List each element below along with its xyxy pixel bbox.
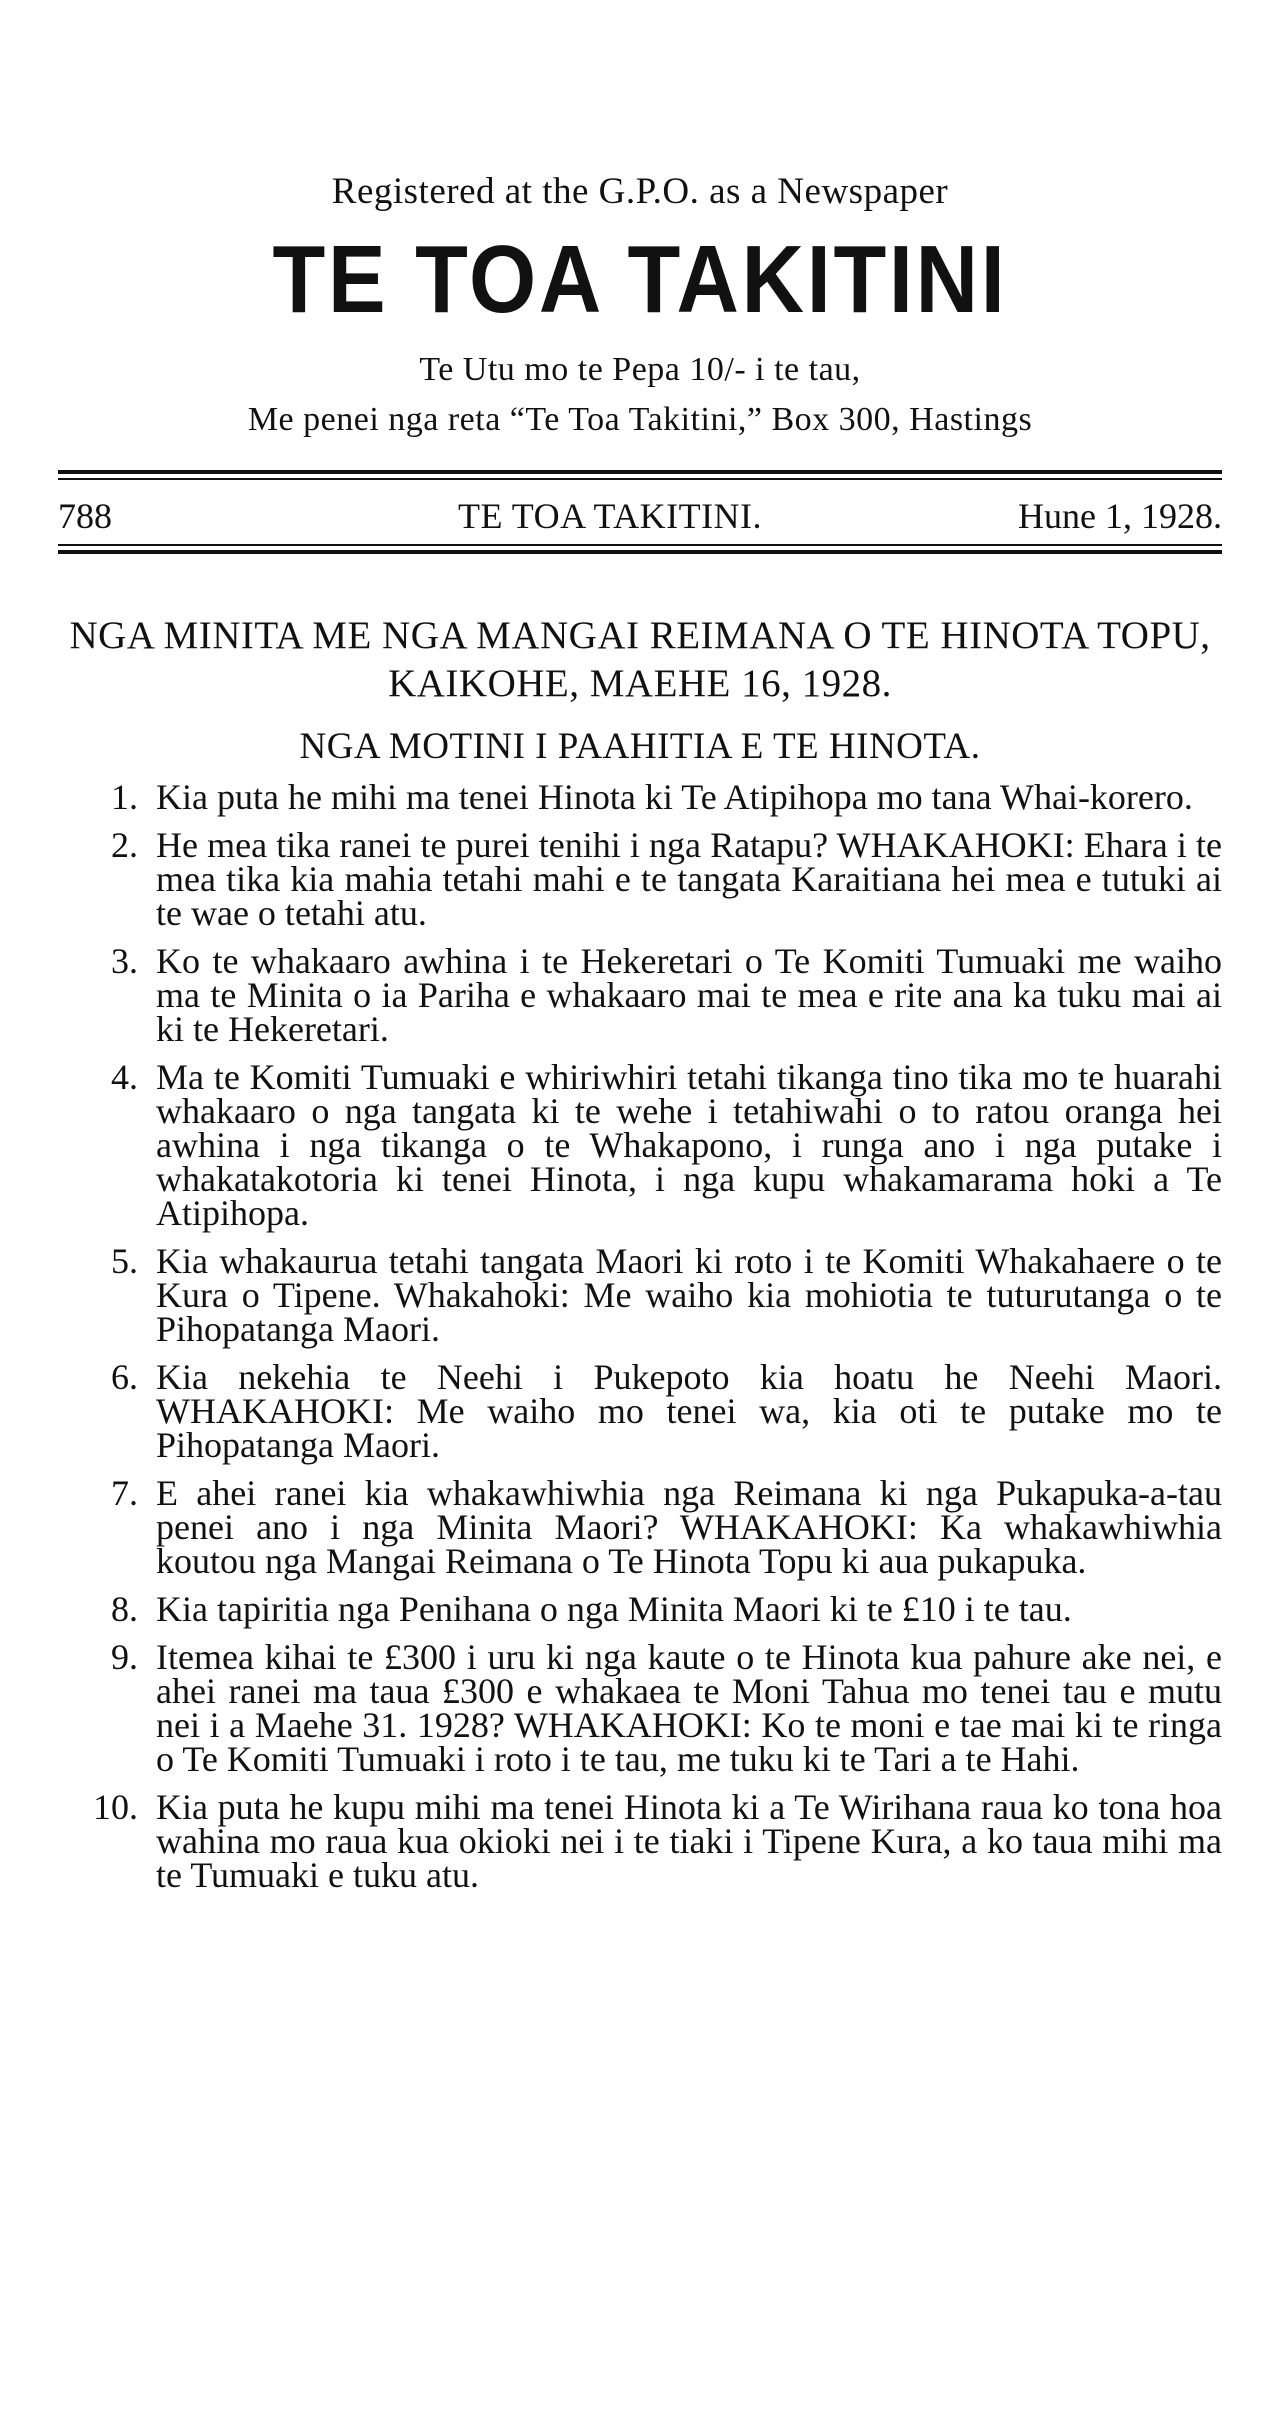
registration-notice: Registered at the G.P.O. as a Newspaper [331,171,949,212]
subscription-price: Te Utu mo te Pepa 10/- i te tau, [419,351,861,388]
article-subhead: NGA MOTINI I PAAHITIA E TE HINOTA. [299,726,981,767]
list-item [58,1787,1222,1895]
motion-text: E ahei ranei kia whakawhiwhia nga Reimana ki nga Pukapuka-a-tau penei ano i nga Minita Maori? WHAKAHOKI: Ka whakawhiwhia koutou nga Mangai Reimana o Te Hinota Topu ki aua pukapuka. [156,1473,1222,1581]
motion-number: 10. [93,1787,138,1827]
issue-date: Hune 1, 1928. [1018,496,1222,536]
motion-text: He mea tika ranei te purei tenihi i nga Ratapu? WHAKAHOKI: Ehara i te mea tika kia mahia tetahi mahi e te tangata Karaitiana hei mea e tutuki ai te wae o tetahi atu. [156,825,1222,933]
motion-number: 3. [111,941,138,981]
list-item [58,1637,1222,1779]
list-item [58,1589,1222,1629]
masthead-title: TE TOA TAKITINI [272,226,1008,333]
list-item [58,825,1222,933]
motion-text: Ko te whakaaro awhina i te Hekeretari o Te Komiti Tumuaki me waiho ma te Minita o ia Pariha e whakaaro mai te mea e rite ana ka tuku mai ai ki te Hekeretari. [156,941,1222,1049]
motion-text: Itemea kihai te £300 i uru ki nga kaute o te Hinota kua pahure ake nei, e ahei ranei ma taua £300 e whakaea te Moni Tahua mo tenei tau e mutu nei i a Maehe 31. 1928? WHAKAHOKI: Ko te moni e tae mai ki te ringa o Te Komiti Tumuaki i roto i te tau, me tuku ki te Tari a te Hahi. [156,1637,1222,1779]
motion-text: Kia tapiritia nga Penihana o nga Minita Maori ki te £10 i te tau. [156,1589,1072,1629]
motion-text: Ma te Komiti Tumuaki e whiriwhiri tetahi tikanga tino tika mo te huarahi whakaaro o nga tangata ki te wehe i tetahiwahi o to ratou oranga hei awhina i nga tikanga o te Whakapono, i runga ano i nga putake i whakatakotoria ki tenei Hinota, i nga kupu whakamarama hoki a Te Atipihopa. [156,1057,1222,1233]
motion-number: 4. [111,1057,138,1097]
list-item [58,777,1222,817]
newspaper-page [58,170,1222,1906]
folio-line [58,480,1222,544]
motion-number: 6. [111,1357,138,1397]
list-item [58,1473,1222,1581]
article-headline: NGA MINITA ME NGA MANGAI REIMANA O TE HINOTA TOPU, KAIKOHE, MAEHE 16, 1928. [69,614,1211,705]
list-item [58,1357,1222,1465]
rule-thin [58,544,1222,546]
motion-number: 1. [111,777,138,817]
list-item [58,941,1222,1049]
motion-number: 8. [111,1589,138,1629]
motion-list [58,777,1222,1895]
postal-address: Me penei nga reta “Te Toa Takitini,” Box 300, Hastings [247,401,1033,438]
motion-text: Kia puta he kupu mihi ma tenei Hinota ki a Te Wirihana raua ko tona hoa wahina mo raua kua okioki nei i te tiaki i Tipene Kura, a ko taua mihi ma te Tumuaki e tuku atu. [156,1787,1222,1895]
list-item [58,1241,1222,1349]
motion-text: Kia nekehia te Neehi i Pukepoto kia hoatu he Neehi Maori. WHAKAHOKI: Me waiho mo tenei wa, kia oti te putake mo te Pihopatanga Maori. [156,1357,1222,1465]
running-title: TE TOA TAKITINI. [457,496,763,536]
rule-thick [58,550,1222,554]
motion-text: Kia whakaurua tetahi tangata Maori ki roto i te Komiti Whakahaere o te Kura o Tipene. Whakahoki: Me waiho kia mohiotia te tuturutanga o te Pihopatanga Maori. [156,1241,1222,1349]
motion-number: 5. [111,1241,138,1281]
header-rule-top [58,470,1222,480]
page-number: 788 [58,496,112,536]
motion-number: 9. [111,1637,138,1677]
rule-thick [58,470,1222,474]
motion-text: Kia puta he mihi ma tenei Hinota ki Te Atipihopa mo tana Whai-korero. [156,777,1193,817]
header-rule-bottom [58,544,1222,554]
motion-number: 2. [111,825,138,865]
list-item [58,1057,1222,1233]
motion-number: 7. [111,1473,138,1513]
